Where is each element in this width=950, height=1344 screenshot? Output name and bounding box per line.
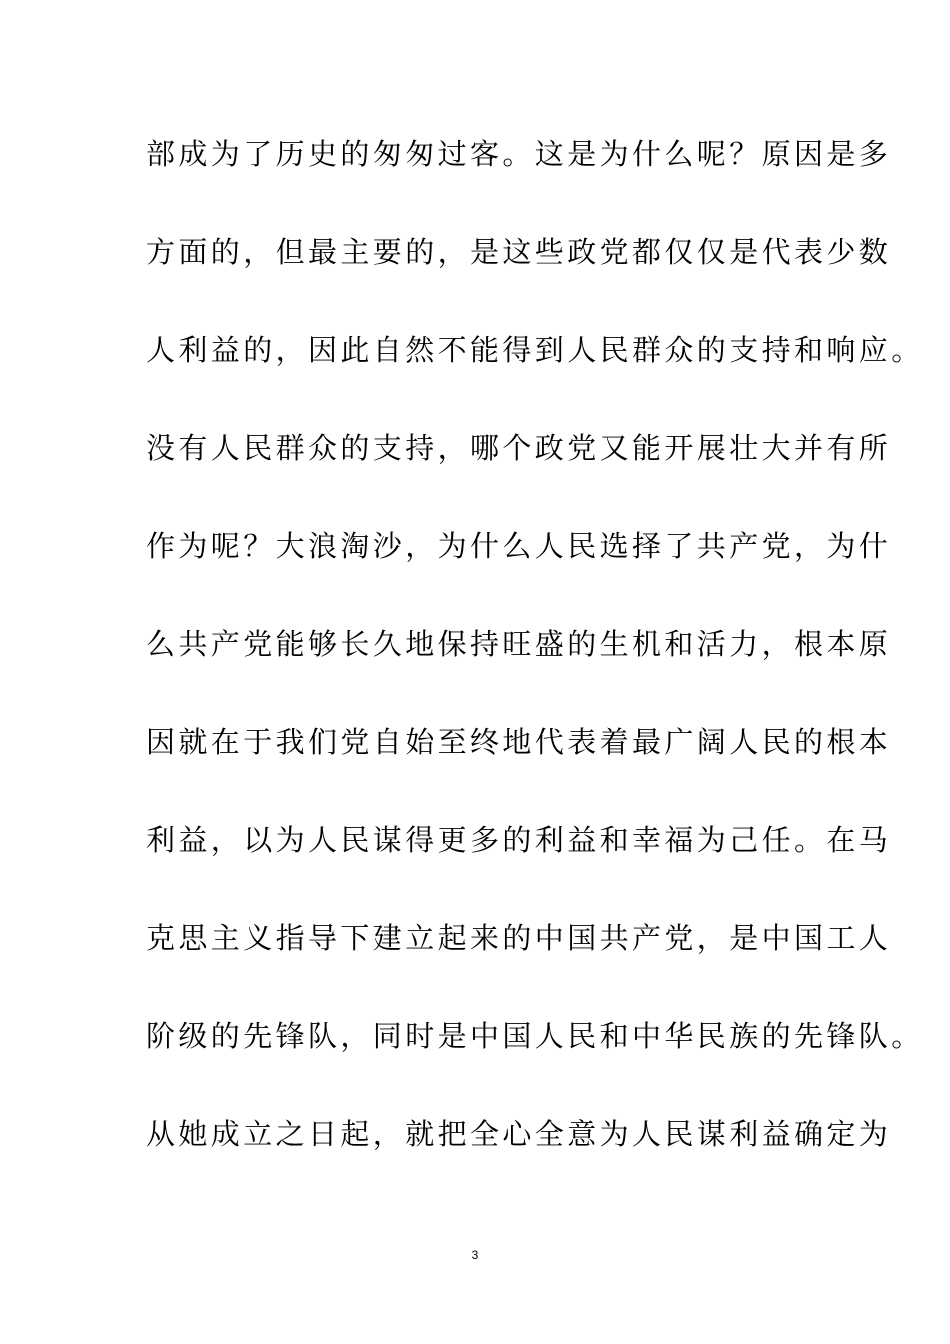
page-number: 3 — [471, 1248, 479, 1262]
text-line-3: 人利益的，因此自然不能得到人民群众的支持和响应。 — [146, 333, 924, 367]
text-line-2: 方面的，但最主要的，是这些政党都仅仅是代表少数 — [146, 235, 892, 269]
text-line-9: 克思主义指导下建立起来的中国共产党，是中国工人 — [146, 921, 892, 955]
text-line-10: 阶级的先锋队，同时是中国人民和中华民族的先锋队。 — [146, 1019, 924, 1053]
text-line-7: 因就在于我们党自始至终地代表着最广阔人民的根本 — [146, 725, 892, 759]
text-line-8: 利益，以为人民谋得更多的利益和幸福为己任。在马 — [146, 823, 892, 857]
text-line-5: 作为呢？大浪淘沙，为什么人民选择了共产党，为什 — [146, 529, 892, 563]
text-line-6: 么共产党能够长久地保持旺盛的生机和活力，根本原 — [146, 627, 892, 661]
body-text — [146, 128, 924, 1206]
text-line-11: 从她成立之日起，就把全心全意为人民谋利益确定为 — [146, 1117, 892, 1151]
text-line-1: 部成为了历史的匆匆过客。这是为什么呢？原因是多 — [146, 137, 892, 171]
text-line-4: 没有人民群众的支持，哪个政党又能开展壮大并有所 — [146, 431, 892, 465]
